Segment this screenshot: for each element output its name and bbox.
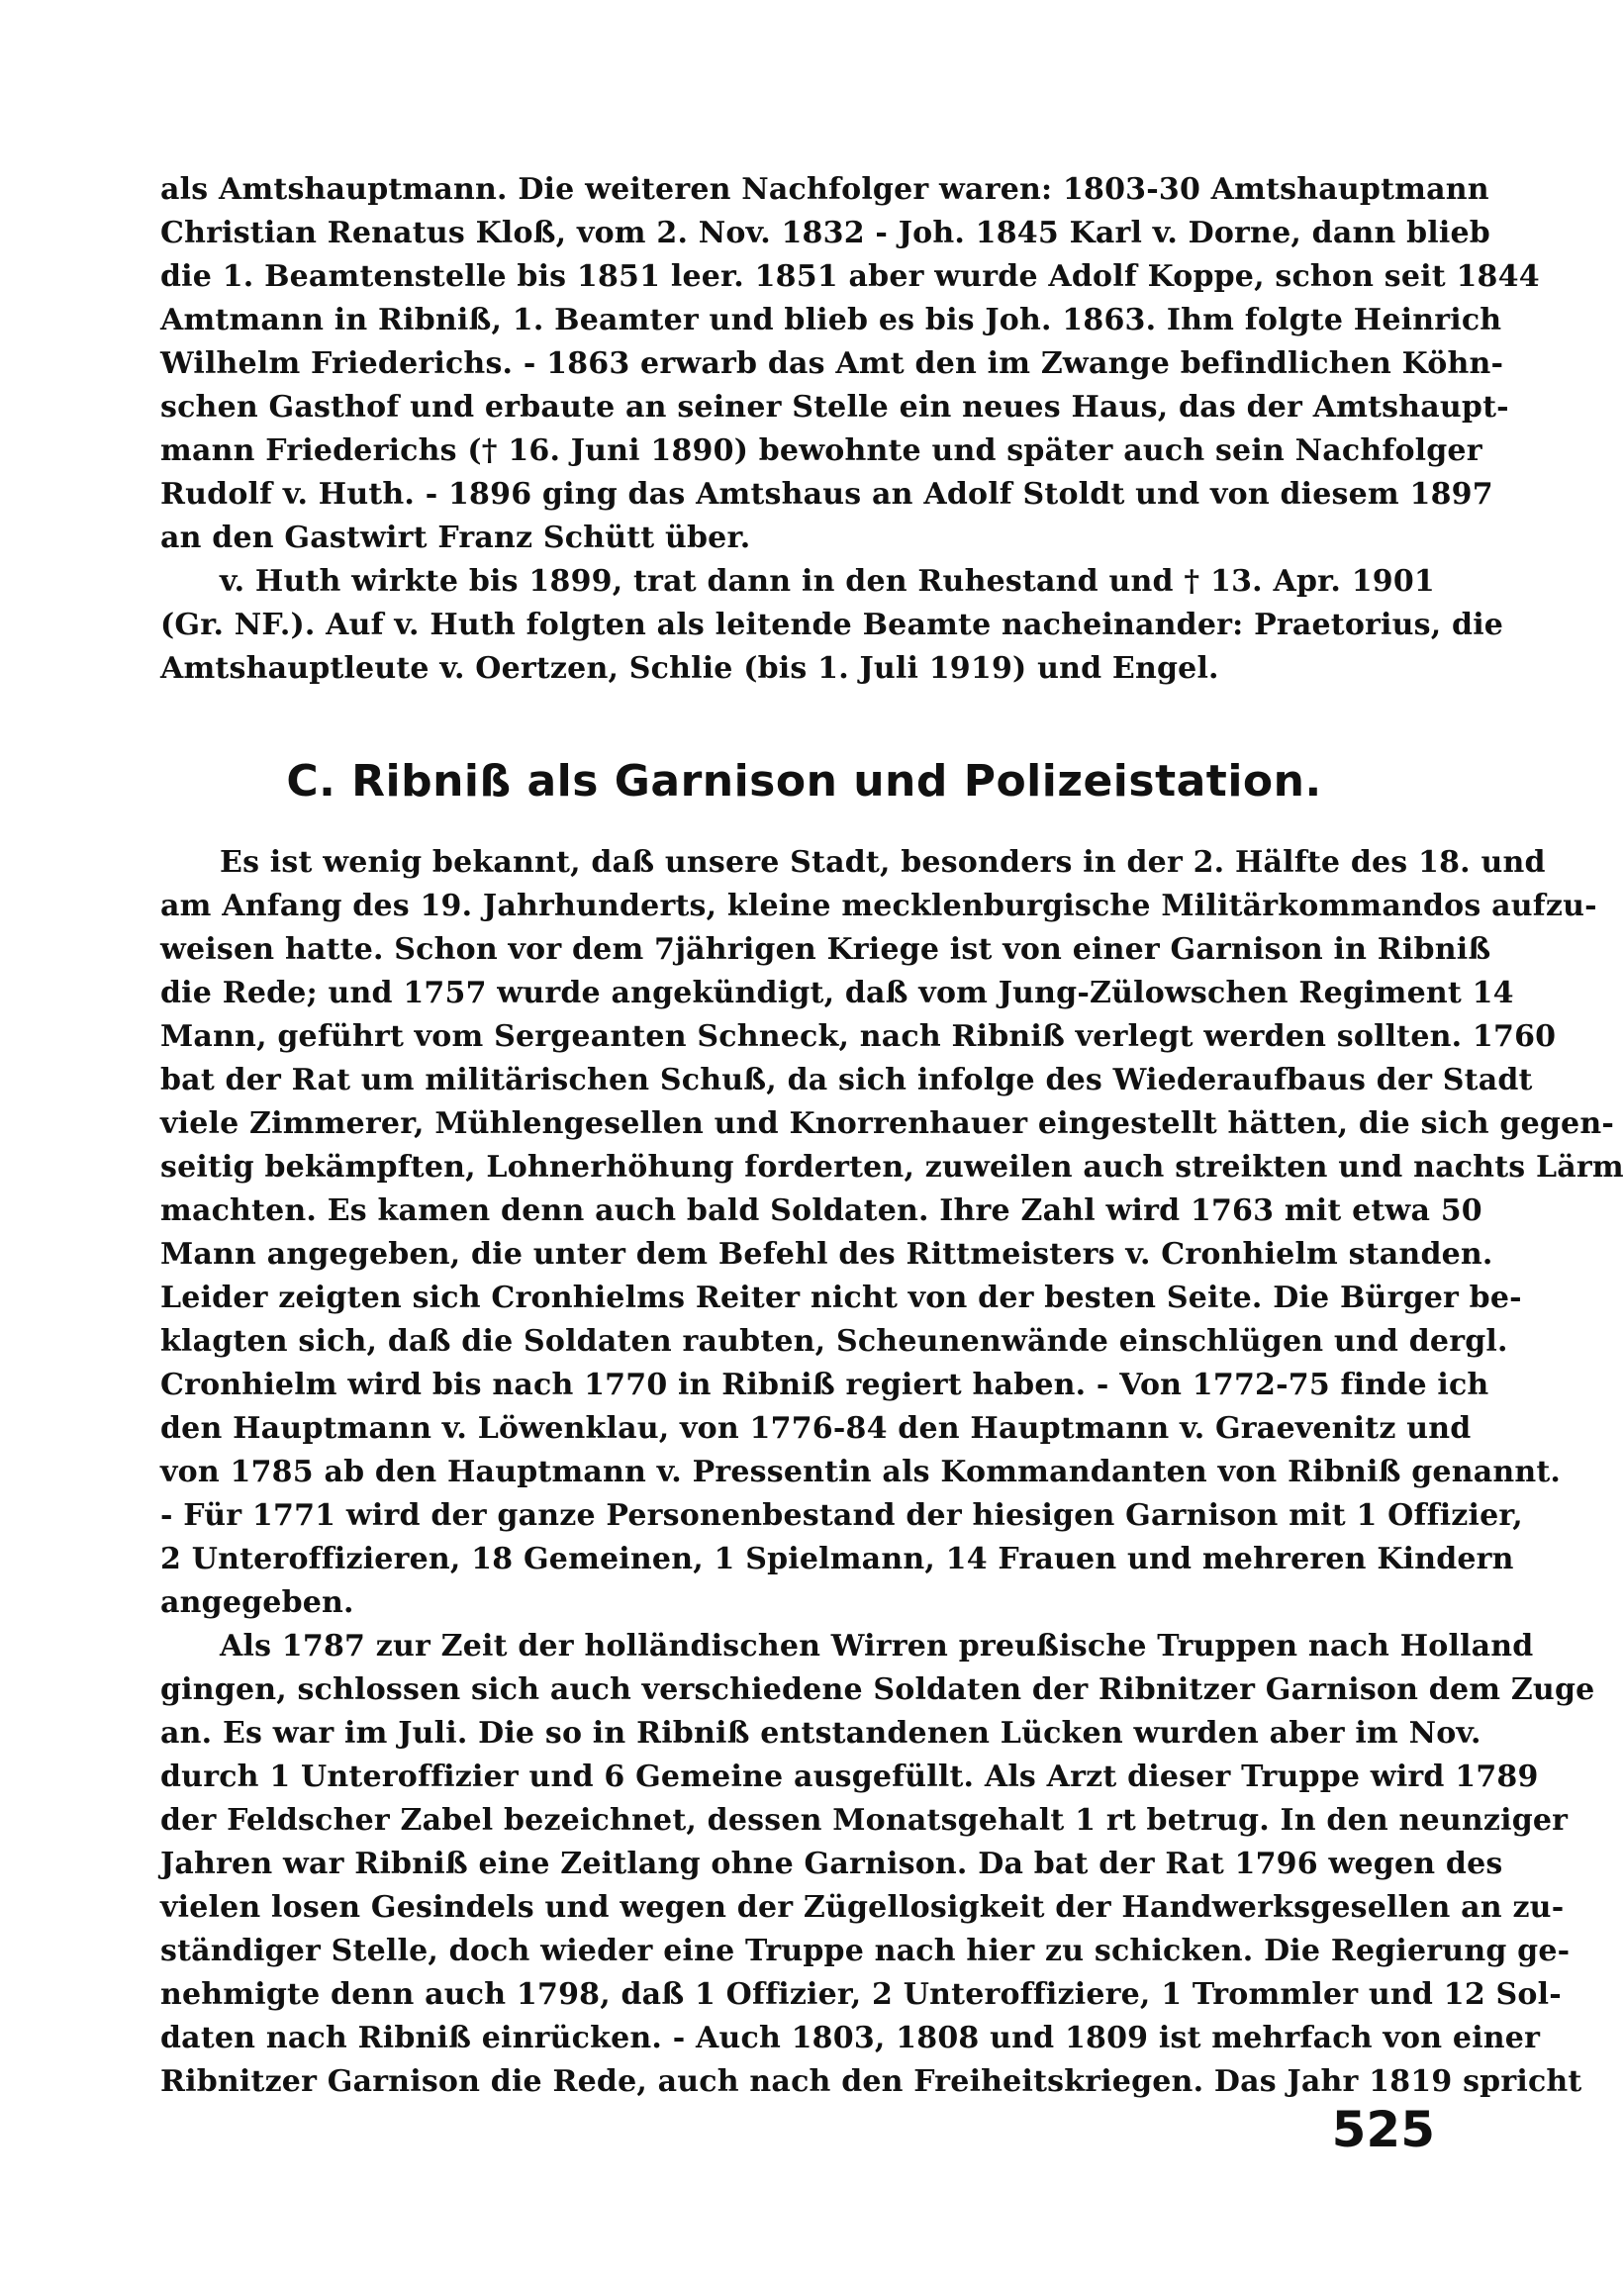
text-line: Ribnitzer Garnison die Rede, auch nach den Freiheitskriegen. Das Jahr 1819 spricht xyxy=(160,2064,1582,2099)
text-line: an. Es war im Juli. Die so in Ribniß entstandenen Lücken wurden aber im Nov. xyxy=(160,1716,1481,1751)
text-line: 2 Unteroffizieren, 18 Gemeinen, 1 Spielmann, 14 Frauen und mehreren Kindern xyxy=(160,1542,1514,1576)
text-line: gingen, schlossen sich auch verschiedene Soldaten der Ribnitzer Garnison dem Zuge xyxy=(160,1672,1595,1707)
text-line: nehmigte denn auch 1798, daß 1 Offizier, 2 Unteroffiziere, 1 Trommler und 12 Sol- xyxy=(160,1977,1562,2012)
text-line: vielen losen Gesindels und wegen der Zügellosigkeit der Handwerksgesellen an zu- xyxy=(160,1890,1565,1925)
text-line: v. Huth wirkte bis 1899, trat dann in den Ruhestand und † 13. Apr. 1901 xyxy=(220,564,1435,599)
text-line: seitig bekämpften, Lohnerhöhung forderten, zuweilen auch streikten und nachts Lärm xyxy=(160,1150,1624,1185)
text-line: - Für 1771 wird der ganze Personenbestand der hiesigen Garnison mit 1 Offizier, xyxy=(160,1498,1523,1533)
section-heading: C. Ribniß als Garnison und Polizeistation. xyxy=(286,756,1322,807)
text-line: am Anfang des 19. Jahrhunderts, kleine mecklenburgische Militärkommandos aufzu- xyxy=(160,889,1597,923)
section-b-continuation xyxy=(160,168,1540,691)
text-line: bat der Rat um militärischen Schuß, da sich infolge des Wiederaufbaus der Stadt xyxy=(160,1063,1533,1097)
text-line: Als 1787 zur Zeit der holländischen Wirren preußische Truppen nach Holland xyxy=(220,1629,1534,1664)
text-line: an den Gastwirt Franz Schütt über. xyxy=(160,521,751,555)
text-line: der Feldscher Zabel bezeichnet, dessen Monatsgehalt 1 rt betrug. In den neunziger xyxy=(160,1803,1569,1838)
text-line: Mann angegeben, die unter dem Befehl des Rittmeisters v. Cronhielm standen. xyxy=(160,1237,1493,1272)
page-number: 525 xyxy=(1331,2101,1435,2158)
text-line: machten. Es kamen denn auch bald Soldaten. Ihre Zahl wird 1763 mit etwa 50 xyxy=(160,1193,1482,1228)
text-line: Amtshauptleute v. Oertzen, Schlie (bis 1. Juli 1919) und Engel. xyxy=(160,651,1219,686)
text-line: Jahren war Ribniß eine Zeitlang ohne Garnison. Da bat der Rat 1796 wegen des xyxy=(160,1847,1503,1881)
text-line: die Rede; und 1757 wurde angekündigt, daß vom Jung-Zülowschen Regiment 14 xyxy=(160,976,1514,1010)
text-line: (Gr. NF.). Auf v. Huth folgten als leitende Beamte nacheinander: Praetorius, die xyxy=(160,608,1504,642)
text-line: ständiger Stelle, doch wieder eine Truppe nach hier zu schicken. Die Regierung ge- xyxy=(160,1934,1571,1968)
text-line: weisen hatte. Schon vor dem 7jährigen Kriege ist von einer Garnison in Ribniß xyxy=(160,932,1491,967)
text-line: Cronhielm wird bis nach 1770 in Ribniß regiert haben. - Von 1772-75 finde ich xyxy=(160,1368,1489,1402)
section-c-body xyxy=(160,841,1624,2104)
text-line: Leider zeigten sich Cronhielms Reiter nicht von der besten Seite. Die Bürger be- xyxy=(160,1281,1522,1315)
text-line: Es ist wenig bekannt, daß unsere Stadt, besonders in der 2. Hälfte des 18. und xyxy=(220,845,1546,880)
text-line: viele Zimmerer, Mühlengesellen und Knorrenhauer eingestellt hätten, die sich gegen- xyxy=(160,1106,1615,1141)
text-line: durch 1 Unteroffizier und 6 Gemeine ausgefüllt. Als Arzt dieser Truppe wird 1789 xyxy=(160,1760,1539,1794)
text-line: mann Friederichs († 16. Juni 1890) bewohnte und später auch sein Nachfolger xyxy=(160,433,1482,468)
text-line: Amtmann in Ribniß, 1. Beamter und blieb es bis Joh. 1863. Ihm folgte Heinrich xyxy=(160,303,1502,337)
text-line: daten nach Ribniß einrücken. - Auch 1803, 1808 und 1809 ist mehrfach von einer xyxy=(160,2021,1541,2055)
text-line: die 1. Beamtenstelle bis 1851 leer. 1851 aber wurde Adolf Koppe, schon seit 1844 xyxy=(160,259,1540,294)
text-line: Wilhelm Friederichs. - 1863 erwarb das Amt den im Zwange befindlichen Köhn- xyxy=(160,346,1504,381)
text-line: schen Gasthof und erbaute an seiner Stelle ein neues Haus, das der Amtshaupt- xyxy=(160,390,1509,425)
text-line: den Hauptmann v. Löwenklau, von 1776-84 den Hauptmann v. Graevenitz und xyxy=(160,1411,1472,1446)
text-line: Rudolf v. Huth. - 1896 ging das Amtshaus an Adolf Stoldt und von diesem 1897 xyxy=(160,477,1493,512)
text-line: als Amtshauptmann. Die weiteren Nachfolger waren: 1803-30 Amtshauptmann xyxy=(160,172,1489,207)
text-line: Mann, geführt vom Sergeanten Schneck, nach Ribniß verlegt werden sollten. 1760 xyxy=(160,1019,1557,1054)
text-line: klagten sich, daß die Soldaten raubten, Scheunenwände einschlügen und dergl. xyxy=(160,1324,1508,1359)
text-line: Christian Renatus Kloß, vom 2. Nov. 1832 - Joh. 1845 Karl v. Dorne, dann blieb xyxy=(160,216,1490,250)
text-line: von 1785 ab den Hauptmann v. Pressentin als Kommandanten von Ribniß genannt. xyxy=(160,1455,1562,1489)
text-line: angegeben. xyxy=(160,1585,354,1620)
